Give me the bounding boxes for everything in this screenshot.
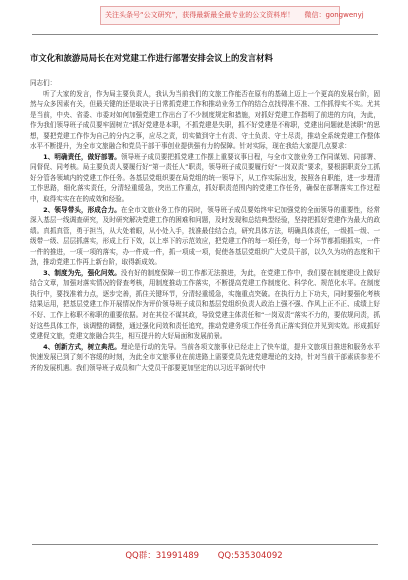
paragraph: 听了大家的发言，作为局主要负责人，我认为当前我们的文旅工作能否在原有的基础上迈上一个更高的发展台阶，固然与众多因素有关，但最关键的还是取决于日常抓党建工作和推动业务工作的结合点找得准不准、工作抓得实不实。尤其是当前，中央、省委、市委对如何加强党建工作出台了不少制度规定和措施，对抓好党建工作指明了前进的方向，为此，作为我们领导班子成员要牢固树立“抓好党建是本职，不抓党建是失职，抓不好党建是不称职，党建出问题就是渎职”的思想，要把党建工作作为自己的分内之事，应尽之责，切实做到守土有责、守土负责、守土尽责，推动全系统党建工作整体水平不断提升，为全市文旅融合和党员干部干事创业提供强有力的保障。针对实际，现在我给大家提几点要求： — [30, 89, 380, 151]
paragraph: 4、创新方式，树立典范。理论是行动的先导。当前各项文旅事业已经走上了快车道，提升文旅项目推进和服务水平快速发展已到了刻不容缓的时刻，为此全市文旅事业在前进路上需要党员先进党建理论的支持，针对当前干部素质参差不齐的发展机遇。我们领导班子成员和广大党员干部要更加坚定的以习近平新时代中 — [30, 342, 380, 372]
banner-promo-text: 关注头条号“公文研究”，获得最新最全最专业的公文资料库！ — [105, 11, 295, 19]
top-banner — [100, 6, 364, 25]
salutation: 同志们： — [30, 79, 57, 87]
footer-qq-group: QQ群：31991489 — [125, 551, 200, 561]
footer-divider — [32, 544, 378, 545]
paragraph: 2、领导带头，形成合力。在全市文旅业务工作的同时，领导班子成员要始终牢记加强党的全面领导的重要性，经常深入基层一线调查研究，及时研究解决党建工作的困难和问题，及时发现和总结典型经验，坚持把抓好党建作为最大的政绩。真抓真管，勇于担当，从大处着眼，从小处入手，找准最佳结合点，研究具体方法，明确具体责任，一级抓一级、一级带一级、层层抓落实，形成上行下效，以上率下的示范效应，把党建工作的每一项任务，每一个环节都抓细抓实，一件一件的推进，一项一项的落实，办一件成一件，抓一项成一项，促使各基层党组织广大党员干部，以久久为功的态度和干劲，推动党建工作再上新台阶，取得新成效。 — [30, 205, 380, 267]
paragraph: 3、制度为先，强化问效。没有好的制度保障一切工作都无法推进，为此，在党建工作中，我们要在制度建设上做好结合文章，加强对落实情况的督查考核，用制度推动工作落实，不断提高党建工作制度化、科学化、规范化水平。在制度执行中，要找准着力点，逐步完善，抓住关键环节，分清轻重缓急，实施重点突破。在执行力上下功夫，同时要强化考核结果运用，把基层党建工作开展情况作为评价领导班子成员和基层党组织负责人政治上强不强、作风上正不正、成绩上好不好、工作上称职不称职的重要依据。对在其位不谋其政，导致党建主体责任和“一岗双责”落实不力的，要依规问责，抓好这些具体工作，该调整的调整，通过强化问效和责任追究，推动党建务项工作任务真正落实到位并见到实效。形成抓好党建促文旅，党建文旅融合共生，相互提升的大好局面和发展前景。 — [30, 268, 380, 341]
paragraph: 1、明确责任，做好部署。领导班子成员要把抓党建工作摆上重要议事日程，与全市文旅业务工作同谋划、同部署、同督促、同考核。局主要负责人要履行好“第一责任人”职责，领导班子成员要履行好“一岗双责”要求，要根据职责分工抓好分管各领域内的党建工作任务。各基层党组织要在局党组的统一领导下，从工作实际出发，按照各自职能，进一步理清工作思路，细化落实责任，分清轻重缓急，突出工作重点，抓好职责范围内的党建工作任务，确保在部署落实工作过程中，取得实实在在的成效和经验。 — [30, 152, 380, 204]
header-divider — [32, 34, 378, 35]
footer-qq: QQ:535304092 — [217, 551, 283, 561]
document-title: 市文化和旅游局局长在对党建工作进行部署安排会议上的发言材料 — [30, 53, 273, 63]
document-body — [30, 78, 380, 373]
footer — [0, 549, 408, 561]
banner-wechat-text: 微信：gongwenyj — [304, 11, 364, 19]
